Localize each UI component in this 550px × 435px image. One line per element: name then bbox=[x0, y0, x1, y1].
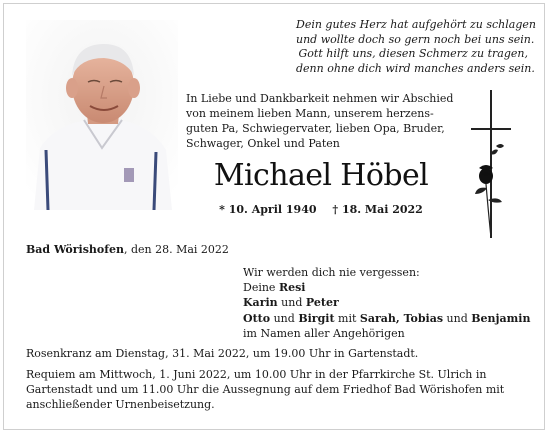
portrait-photo bbox=[26, 20, 178, 210]
poem-line: Dein gutes Herz hat aufgehört zu schlagen bbox=[296, 18, 536, 31]
family-line bbox=[243, 280, 530, 295]
place-date-text: , den 28. Mai 2022 bbox=[123, 243, 229, 256]
family-name-birgit: Birgit bbox=[298, 311, 335, 325]
family-line bbox=[243, 311, 530, 326]
family-name-benjamin: Benjamin bbox=[471, 311, 531, 325]
requiem-line: anschließender Urnenbeisetzung. bbox=[26, 398, 215, 411]
requiem-line: Requiem am Mittwoch, 1. Juni 2022, um 10.00 Uhr in der Pfarrkirche St. Ulrich in bbox=[26, 368, 487, 381]
family-text: und bbox=[277, 296, 306, 310]
birth-date: * 10. April 1940 bbox=[219, 203, 317, 216]
place-city: Bad Wörishofen bbox=[26, 243, 124, 256]
poem-line: Gott hilft uns, diesen Schmerz zu tragen, bbox=[298, 47, 528, 61]
intro-line: Schwager, Onkel und Paten bbox=[186, 137, 340, 150]
family-line: Wir werden dich nie vergessen: bbox=[243, 266, 420, 279]
poem-line: und wollte doch so gern noch bei uns sein. bbox=[296, 32, 535, 46]
intro-line: guten Pa, Schwiegervater, lieben Opa, Bruder, bbox=[186, 122, 445, 135]
family-name-karin: Karin bbox=[243, 296, 278, 310]
family-name-resi: Resi bbox=[278, 281, 306, 295]
intro-line: In Liebe und Dankbarkeit nehmen wir Abschied bbox=[186, 92, 454, 105]
family-line: im Namen aller Angehörigen bbox=[243, 326, 405, 340]
poem-line: denn ohne dich wird manches anders sein. bbox=[296, 61, 535, 75]
family-text: mit bbox=[334, 311, 360, 325]
service-info bbox=[26, 346, 522, 412]
family-text: und bbox=[270, 311, 299, 325]
place-date bbox=[26, 243, 229, 256]
family-name-peter: Peter bbox=[305, 296, 339, 310]
family-text: und bbox=[443, 311, 472, 325]
family-signature bbox=[243, 265, 530, 341]
intro-text bbox=[186, 91, 466, 151]
family-text: Deine bbox=[243, 281, 279, 295]
deceased-name: Michael Höbel bbox=[213, 158, 429, 193]
intro-line: von meinem lieben Mann, unserem herzens- bbox=[186, 107, 434, 120]
family-name-otto: Otto bbox=[243, 311, 271, 325]
requiem-line: Gartenstadt und um 11.00 Uhr die Aussegnung auf dem Friedhof Bad Wörishofen mit bbox=[26, 383, 505, 396]
family-name-sarah-tobias: Sarah, Tobias bbox=[359, 311, 444, 325]
rosenkranz-line: Rosenkranz am Dienstag, 31. Mai 2022, um 19.00 Uhr in Gartenstadt. bbox=[26, 347, 419, 360]
life-dates bbox=[210, 203, 432, 216]
cross-with-rose-icon bbox=[466, 88, 516, 240]
family-line bbox=[243, 295, 530, 310]
poem bbox=[296, 18, 536, 76]
death-date: † 18. Mai 2022 bbox=[332, 203, 423, 216]
